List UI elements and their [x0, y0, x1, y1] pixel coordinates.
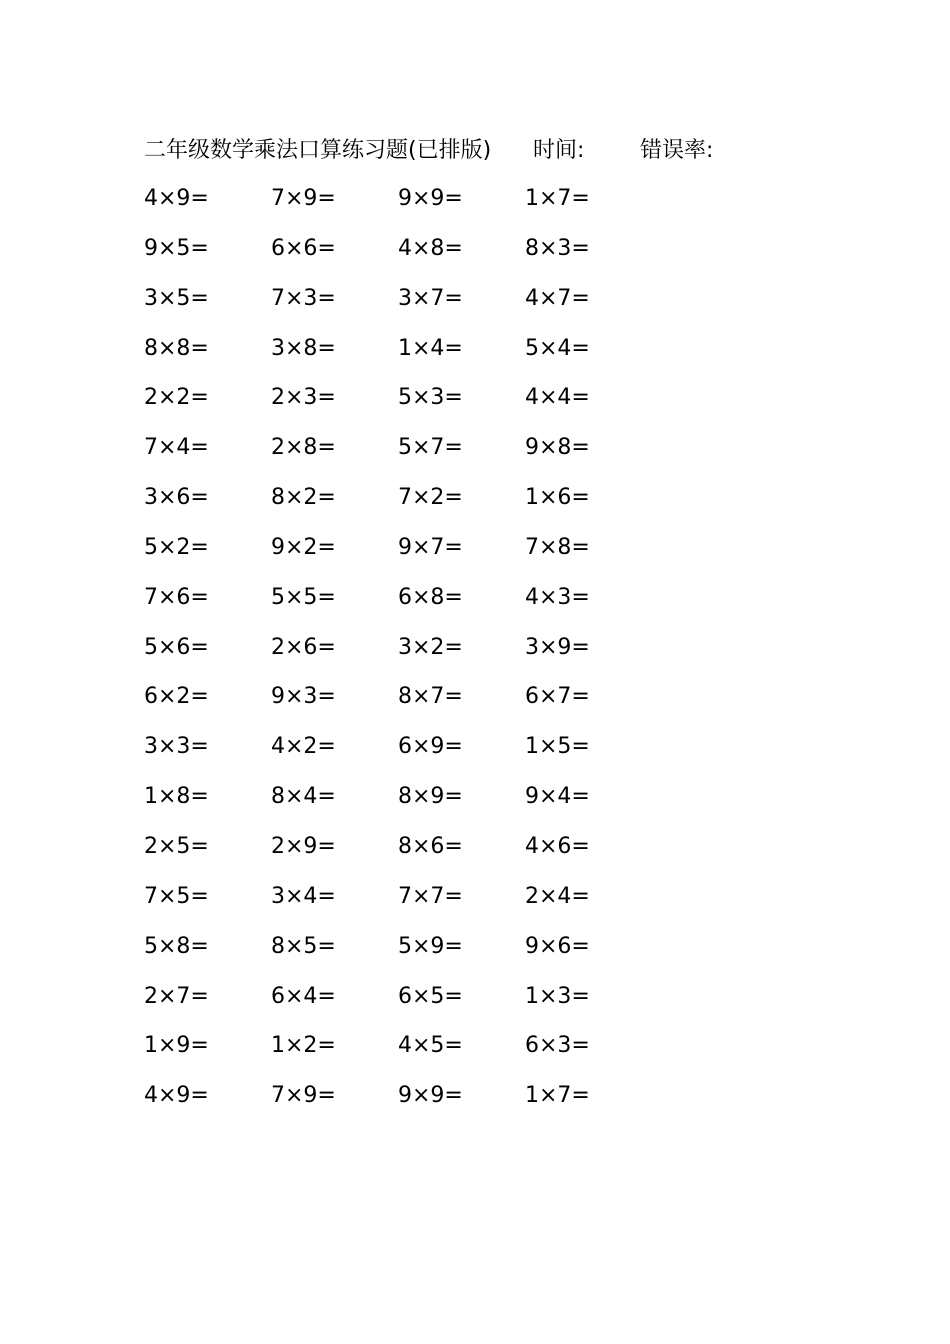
problem-item: 4×9= — [144, 186, 209, 211]
problem-item: 2×5= — [144, 833, 209, 859]
problem-item: 4×7= — [525, 285, 590, 311]
problem-item: 9×5= — [144, 235, 209, 261]
problem-item: 6×8= — [398, 584, 463, 610]
problem-item: 5×3= — [398, 385, 463, 411]
problem-grid — [144, 182, 664, 1129]
problem-item: 4×5= — [398, 1033, 463, 1059]
problem-item: 7×5= — [144, 883, 209, 909]
problem-item: 7×4= — [144, 435, 209, 461]
problem-row — [144, 930, 664, 980]
problem-item: 6×6= — [271, 235, 336, 261]
problem-item: 3×7= — [398, 285, 463, 311]
problem-item: 1×4= — [398, 335, 463, 361]
problem-item: 1×3= — [525, 983, 590, 1009]
problem-row — [144, 1029, 664, 1079]
problem-item: 1×7= — [525, 1083, 590, 1109]
problem-item: 9×8= — [525, 435, 590, 461]
problem-item: 5×9= — [398, 933, 463, 959]
problem-item: 3×9= — [525, 634, 590, 660]
problem-row — [144, 780, 664, 830]
problem-item: 8×3= — [525, 235, 590, 261]
problem-item: 9×2= — [271, 534, 336, 560]
problem-item: 7×2= — [398, 485, 463, 511]
problem-item: 1×8= — [144, 784, 209, 810]
problem-item: 1×6= — [525, 485, 590, 511]
problem-item: 2×6= — [271, 634, 336, 660]
problem-row — [144, 1079, 664, 1129]
problem-item: 6×4= — [271, 983, 336, 1009]
problem-item: 8×2= — [271, 485, 336, 511]
problem-item: 1×9= — [144, 1033, 209, 1059]
problem-item: 9×6= — [525, 933, 590, 959]
problem-item: 2×7= — [144, 983, 209, 1009]
error-rate-label: 错误率: — [640, 138, 714, 163]
problem-item: 5×2= — [144, 534, 209, 560]
problem-item: 4×9= — [144, 1083, 209, 1109]
problem-item: 3×5= — [144, 285, 209, 311]
problem-item: 9×9= — [398, 186, 463, 211]
problem-item: 1×5= — [525, 734, 590, 760]
time-label: 时间: — [533, 138, 585, 163]
problem-item: 8×8= — [144, 335, 209, 361]
problem-row — [144, 381, 664, 431]
problem-item: 3×4= — [271, 883, 336, 909]
problem-row — [144, 631, 664, 681]
problem-item: 9×3= — [271, 684, 336, 710]
problem-item: 5×4= — [525, 335, 590, 361]
problem-item: 6×7= — [525, 684, 590, 710]
problem-item: 4×4= — [525, 385, 590, 411]
problem-item: 3×3= — [144, 734, 209, 760]
problem-item: 8×6= — [398, 833, 463, 859]
problem-item: 7×8= — [525, 534, 590, 560]
problem-row — [144, 232, 664, 282]
problem-item: 8×7= — [398, 684, 463, 710]
problem-item: 5×6= — [144, 634, 209, 660]
problem-item: 7×9= — [271, 1083, 336, 1109]
problem-row — [144, 282, 664, 332]
problem-row — [144, 830, 664, 880]
problem-row — [144, 332, 664, 382]
problem-item: 7×3= — [271, 285, 336, 311]
problem-item: 2×8= — [271, 435, 336, 461]
problem-row — [144, 980, 664, 1030]
problem-item: 4×2= — [271, 734, 336, 760]
problem-row — [144, 680, 664, 730]
problem-row — [144, 481, 664, 531]
problem-item: 7×6= — [144, 584, 209, 610]
problem-item: 2×3= — [271, 385, 336, 411]
problem-item: 1×2= — [271, 1033, 336, 1059]
problem-item: 3×2= — [398, 634, 463, 660]
problem-row — [144, 182, 664, 232]
problem-item: 1×7= — [525, 186, 590, 211]
problem-row — [144, 531, 664, 581]
worksheet-title: 二年级数学乘法口算练习题(已排版) — [144, 138, 492, 163]
problem-item: 4×3= — [525, 584, 590, 610]
problem-item: 2×9= — [271, 833, 336, 859]
problem-item: 6×9= — [398, 734, 463, 760]
problem-item: 9×7= — [398, 534, 463, 560]
problem-item: 4×6= — [525, 833, 590, 859]
problem-item: 8×9= — [398, 784, 463, 810]
problem-item: 4×8= — [398, 235, 463, 261]
worksheet-header — [0, 134, 950, 168]
problem-item: 5×5= — [271, 584, 336, 610]
problem-item: 9×4= — [525, 784, 590, 810]
problem-item: 8×4= — [271, 784, 336, 810]
problem-item: 7×9= — [271, 186, 336, 211]
problem-item: 3×8= — [271, 335, 336, 361]
problem-item: 6×2= — [144, 684, 209, 710]
problem-row — [144, 880, 664, 930]
problem-item: 8×5= — [271, 933, 336, 959]
problem-item: 6×3= — [525, 1033, 590, 1059]
problem-item: 3×6= — [144, 485, 209, 511]
problem-item: 5×7= — [398, 435, 463, 461]
problem-item: 5×8= — [144, 933, 209, 959]
problem-item: 9×9= — [398, 1083, 463, 1109]
problem-row — [144, 431, 664, 481]
problem-item: 2×4= — [525, 883, 590, 909]
problem-item: 7×7= — [398, 883, 463, 909]
problem-row — [144, 730, 664, 780]
problem-item: 6×5= — [398, 983, 463, 1009]
problem-item: 2×2= — [144, 385, 209, 411]
problem-row — [144, 581, 664, 631]
